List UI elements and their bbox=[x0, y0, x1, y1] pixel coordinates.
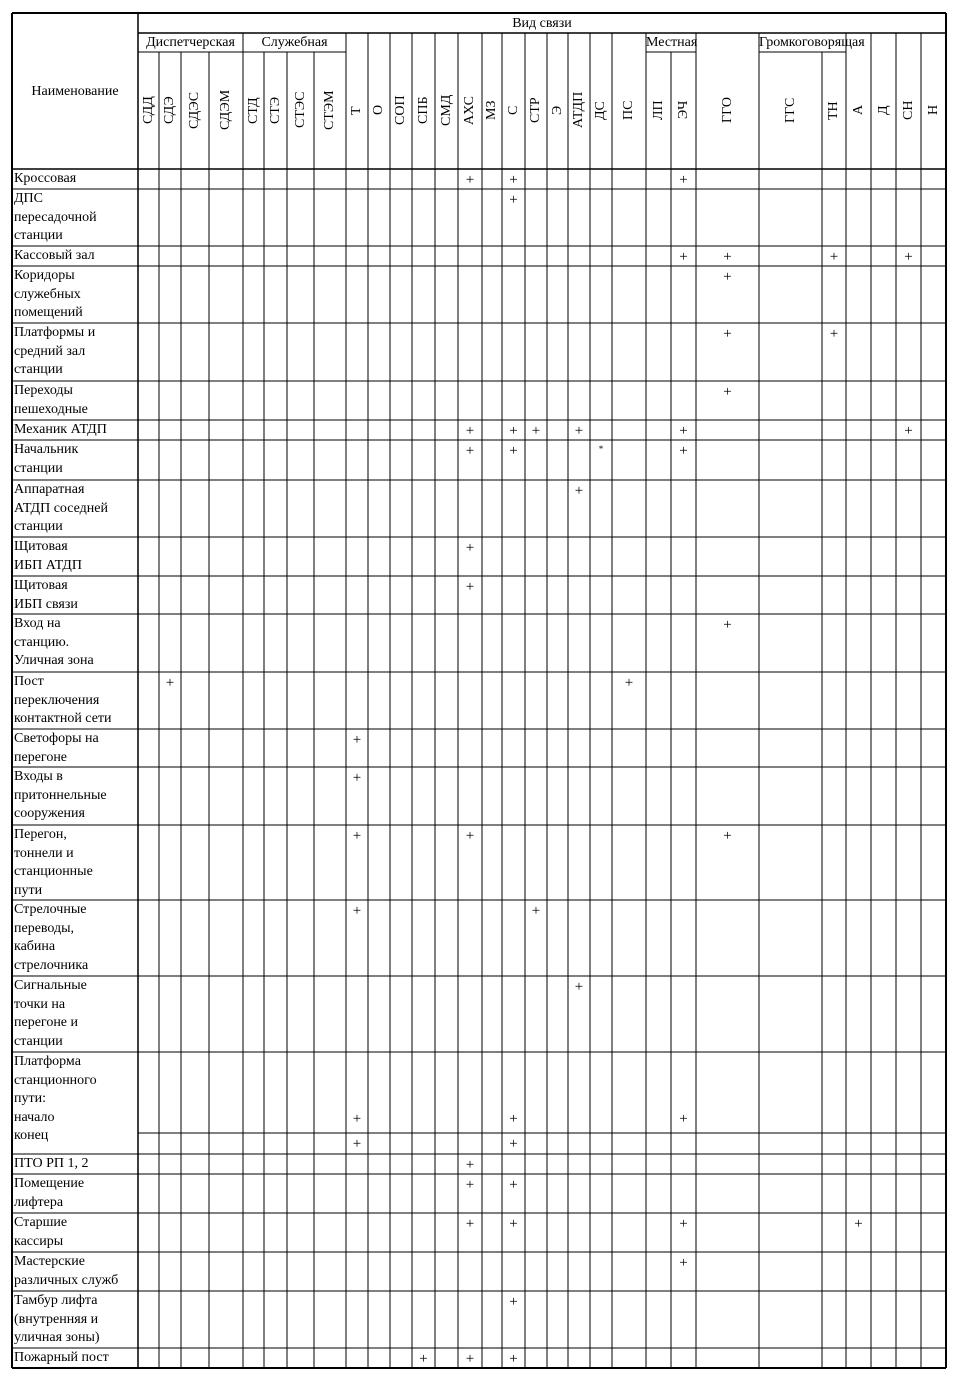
mark: + bbox=[509, 172, 518, 188]
column-header: СТЭС bbox=[292, 91, 308, 128]
row-name: Стрелочные переводы, кабина стрелочника bbox=[14, 902, 89, 973]
mark: + bbox=[531, 903, 541, 919]
column-header: СДЭ bbox=[162, 96, 177, 124]
mark: + bbox=[679, 249, 688, 265]
mark: + bbox=[352, 828, 362, 844]
column-header: СМД bbox=[438, 94, 454, 126]
column-header: СТЭ bbox=[267, 96, 283, 124]
row-name: ДПС пересадочной станции bbox=[14, 191, 97, 243]
column-header: ЛП bbox=[650, 100, 666, 120]
mark: + bbox=[829, 249, 839, 265]
column-header: СТД bbox=[245, 96, 261, 124]
mark: * bbox=[598, 444, 604, 454]
row-name: Пост переключения контактной сети bbox=[14, 674, 112, 726]
mark: + bbox=[723, 249, 732, 265]
mark: + bbox=[679, 423, 688, 439]
group-header: Местная bbox=[646, 35, 698, 50]
mark: + bbox=[854, 1216, 863, 1232]
column-header: Д bbox=[875, 105, 891, 115]
mark: + bbox=[679, 1216, 688, 1232]
column-header: О bbox=[371, 104, 386, 115]
mark: + bbox=[165, 675, 175, 691]
column-header: ГГО bbox=[719, 97, 735, 123]
row-name: Начальник станции bbox=[14, 442, 79, 476]
mark: + bbox=[679, 1255, 688, 1271]
mark: + bbox=[723, 828, 732, 844]
mark: + bbox=[509, 1216, 518, 1232]
column-header: Т bbox=[349, 105, 364, 115]
row-name: Механик АТДП bbox=[14, 422, 107, 437]
mark: + bbox=[465, 423, 475, 439]
column-header: ЭЧ bbox=[675, 100, 691, 119]
column-header: СПБ bbox=[415, 96, 431, 124]
row-name: Сигнальные точки на перегоне и станции bbox=[14, 978, 87, 1049]
mark: + bbox=[531, 423, 541, 439]
mark: + bbox=[352, 1110, 362, 1127]
row-name: Мастерские различных служб bbox=[14, 1254, 119, 1288]
mark: + bbox=[679, 443, 688, 459]
row-name: Платформы и средний зал станции bbox=[14, 325, 96, 377]
column-header: ДС bbox=[593, 100, 608, 120]
mark: + bbox=[352, 1136, 362, 1152]
mark: + bbox=[509, 1177, 518, 1193]
column-header: Н bbox=[925, 104, 941, 115]
row-name: Пожарный пост bbox=[14, 1350, 109, 1365]
mark: + bbox=[829, 326, 839, 342]
row-name: Аппаратная АТДП соседней станции bbox=[14, 482, 109, 534]
row-name: Щитовая ИБП связи bbox=[14, 578, 78, 612]
mark: + bbox=[509, 443, 518, 459]
column-header: СДД bbox=[140, 96, 156, 124]
row-name: Помещение лифтера bbox=[14, 1176, 85, 1210]
group-header: Громкоговорящая bbox=[759, 35, 865, 50]
row-name: Коридоры служебных помещений bbox=[14, 268, 83, 320]
column-header: СТР bbox=[528, 97, 543, 123]
mark: + bbox=[723, 617, 732, 633]
mark: + bbox=[352, 732, 362, 748]
mark: + bbox=[419, 1351, 428, 1367]
row-name: Переходы пешеходные bbox=[14, 383, 88, 417]
column-header: ПС bbox=[621, 100, 636, 120]
column-header: СТЭМ bbox=[322, 90, 337, 130]
mark: + bbox=[465, 1177, 475, 1193]
mark: + bbox=[723, 384, 732, 400]
row-name: Платформа станционного пути: начало bbox=[14, 1054, 97, 1125]
mark: + bbox=[465, 1157, 475, 1173]
row-name: Щитовая ИБП АТДП bbox=[14, 539, 82, 573]
row-name: конец bbox=[14, 1128, 49, 1143]
row-name: Перегон, тоннели и станционные пути bbox=[14, 827, 93, 898]
mark: + bbox=[574, 483, 584, 499]
connection-type-header: Вид связи bbox=[512, 16, 572, 31]
row-name: Старшие кассиры bbox=[14, 1215, 68, 1249]
row-name: Кроссовая bbox=[14, 171, 77, 186]
mark: + bbox=[723, 326, 732, 342]
column-header: ТН bbox=[826, 100, 841, 120]
column-header: СОП bbox=[393, 95, 408, 125]
name-column-header: Наименование bbox=[31, 84, 119, 99]
mark: + bbox=[352, 903, 362, 919]
mark: + bbox=[509, 1351, 518, 1367]
mark: + bbox=[574, 979, 584, 995]
column-header: СДЭС bbox=[187, 91, 202, 129]
group-header: Служебная bbox=[261, 35, 328, 50]
mark: + bbox=[509, 1136, 518, 1152]
mark: + bbox=[465, 540, 475, 556]
mark: + bbox=[465, 172, 475, 188]
column-header: АХС bbox=[462, 95, 477, 125]
mark: + bbox=[679, 172, 688, 188]
group-header: Диспетчерская bbox=[146, 35, 235, 50]
mark: + bbox=[574, 423, 584, 439]
mark: + bbox=[509, 1110, 518, 1127]
mark: + bbox=[509, 192, 518, 208]
mark: + bbox=[465, 579, 475, 595]
mark: + bbox=[624, 675, 634, 691]
row-name: Входы в притоннельные сооружения bbox=[14, 769, 107, 821]
column-header: МЗ bbox=[484, 100, 499, 120]
row-name: Тамбур лифта (внутренняя и уличная зоны) bbox=[14, 1293, 100, 1345]
row-name: Светофоры на перегоне bbox=[14, 731, 99, 765]
mark: + bbox=[465, 443, 475, 459]
column-header: СН bbox=[900, 100, 916, 120]
column-header: СДЭМ bbox=[218, 89, 233, 130]
mark: + bbox=[465, 828, 475, 844]
row-name: Кассовый зал bbox=[14, 248, 95, 263]
column-header: С bbox=[505, 105, 521, 115]
mark: + bbox=[465, 1351, 475, 1367]
column-header: АТДП bbox=[571, 91, 586, 128]
mark: + bbox=[509, 423, 518, 439]
column-header: ГГС bbox=[782, 97, 798, 123]
mark: + bbox=[723, 269, 732, 285]
mark: + bbox=[509, 1294, 518, 1310]
row-name: ПТО РП 1, 2 bbox=[14, 1156, 89, 1171]
column-header: А bbox=[850, 104, 866, 115]
row-name: Вход на станцию. Уличная зона bbox=[14, 616, 94, 668]
mark: + bbox=[904, 423, 913, 439]
column-header: Э bbox=[549, 105, 565, 115]
mark: + bbox=[465, 1216, 475, 1232]
mark: + bbox=[904, 249, 913, 265]
mark: + bbox=[679, 1110, 688, 1127]
mark: + bbox=[352, 770, 362, 786]
